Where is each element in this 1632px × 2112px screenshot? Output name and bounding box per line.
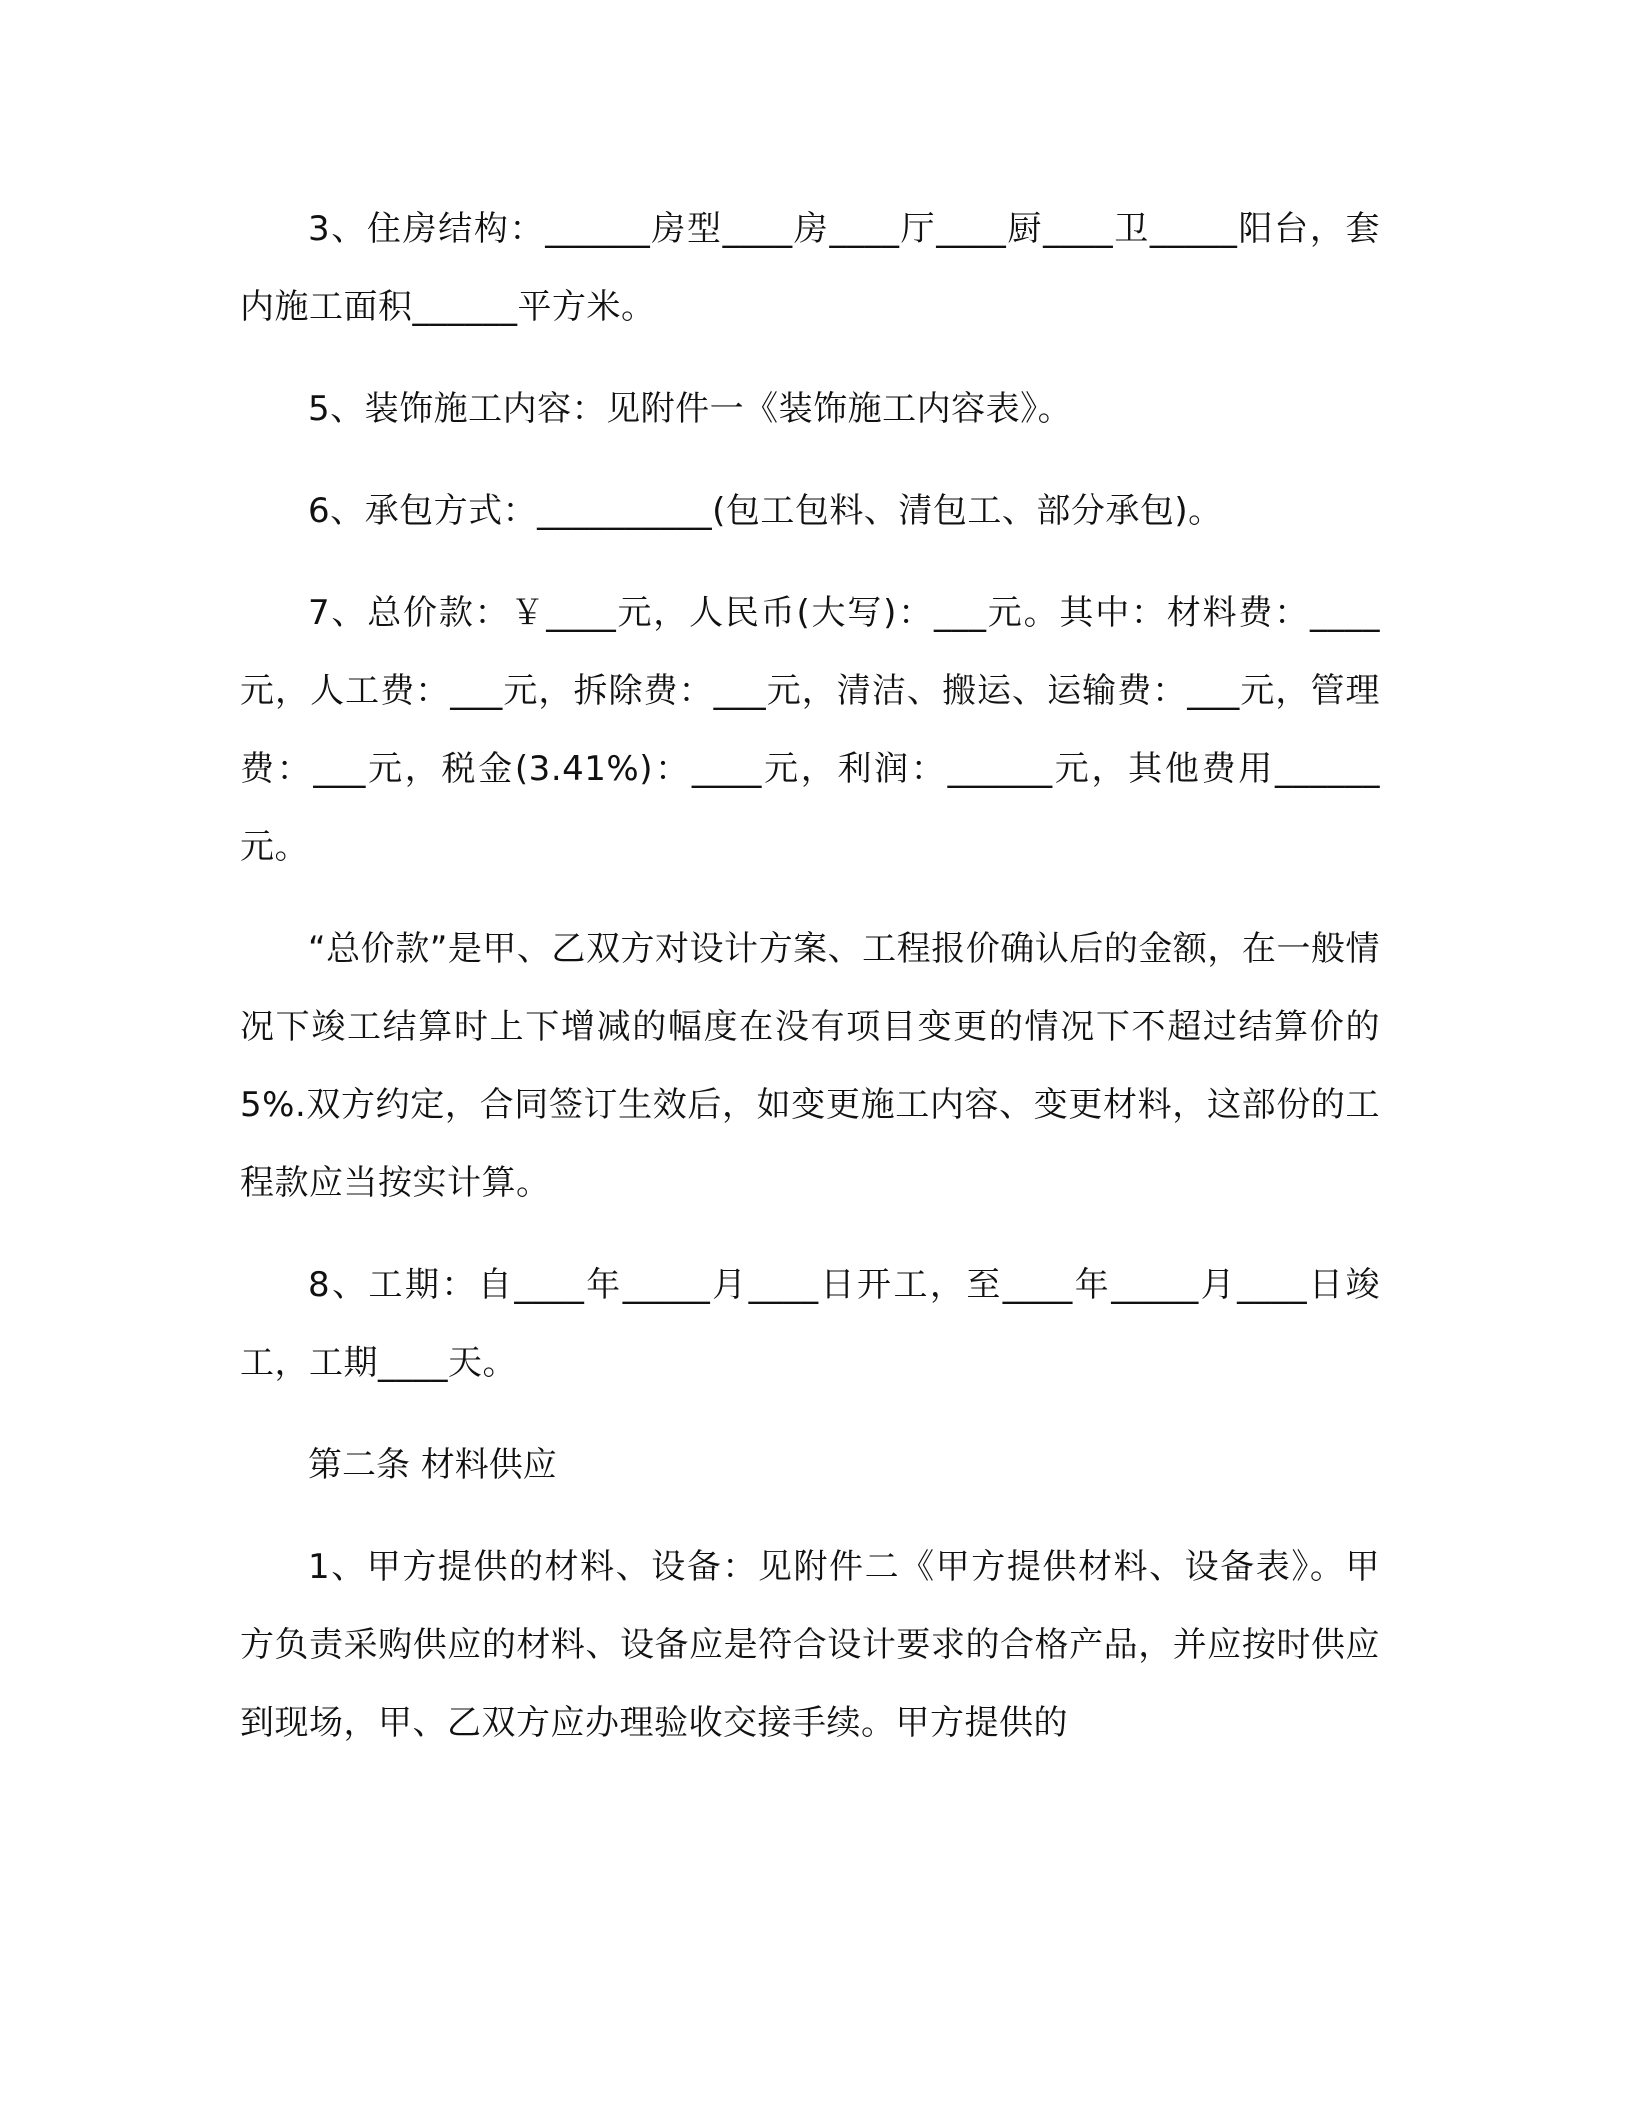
clause-total-price: 7、总价款：￥____元，人民币(大写)：___元。其中：材料费：____元，人工费：___元，拆除费：___元，清洁、搬运、运输费：___元，管理费：___元，税金(3.41%)：____元，利润：______元，其他费用______元。: [240, 593, 1380, 867]
clause-party-a-materials: 1、甲方提供的材料、设备：见附件二《甲方提供材料、设备表》。甲方负责采购供应的材料、设备应是符合设计要求的合格产品，并应按时供应到现场，甲、乙双方应办理验收交接手续。甲方提供的: [240, 1547, 1380, 1743]
clause-housing-structure: 3、住房结构：______房型____房____厅____厨____卫_____阳台，套内施工面积______平方米。: [240, 209, 1380, 327]
clause-contract-method: 6、承包方式：__________(包工包料、清包工、部分承包)。: [308, 491, 1223, 531]
document-page: [240, 190, 1380, 1786]
section-heading-material-supply: 第二条 材料供应: [308, 1445, 557, 1485]
clause-total-price-note: “总价款”是甲、乙双方对设计方案、工程报价确认后的金额，在一般情况下竣工结算时上下增减的幅度在没有项目变更的情况下不超过结算价的 5%.双方约定，合同签订生效后，如变更施工内容、变更材料，这部份的工程款应当按实计算。: [240, 929, 1380, 1203]
clause-construction-period: 8、工期：自____年_____月____日开工，至____年_____月____日竣工，工期____天。: [240, 1265, 1380, 1383]
clause-construction-content: 5、装饰施工内容：见附件一《装饰施工内容表》。: [308, 389, 1073, 429]
